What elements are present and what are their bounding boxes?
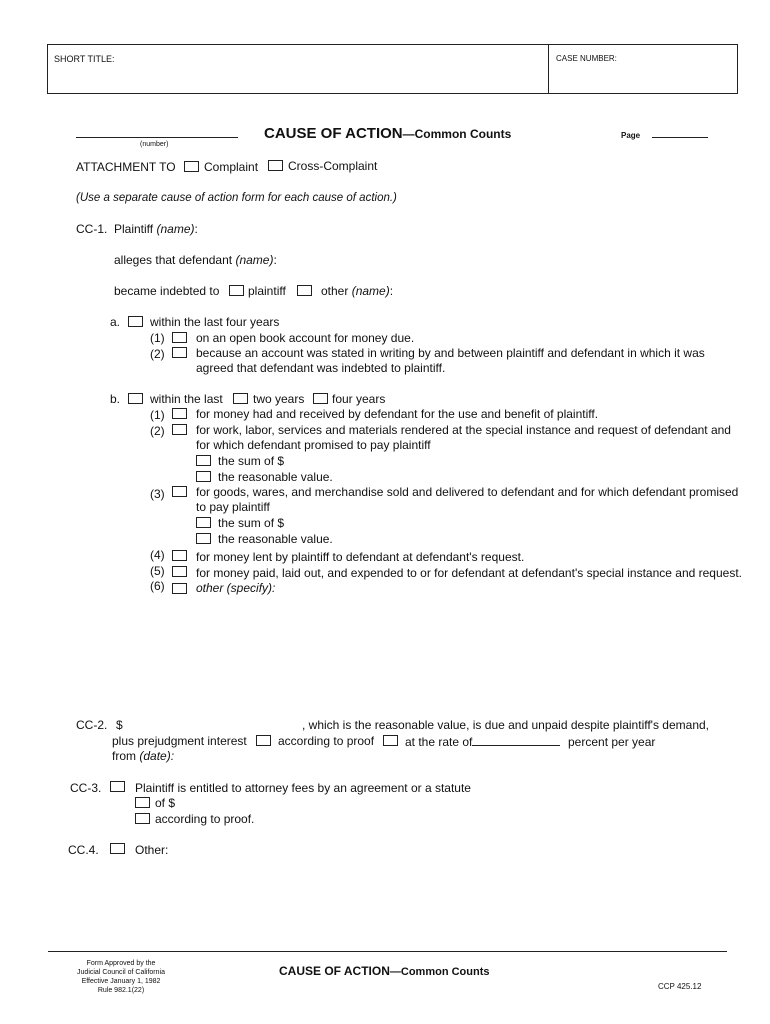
b1-checkbox[interactable] [172,408,187,419]
b3-sum-checkbox[interactable] [196,517,211,528]
footer-title-main: CAUSE OF ACTION [279,964,390,978]
b6-text: other (specify): [196,581,276,595]
footer-approved-3: Effective January 1, 1982 [81,978,161,985]
cc1-colon: : [194,222,198,236]
b3-num: (3) [150,487,165,501]
a-checkbox[interactable] [128,316,143,327]
footer-title [279,964,490,979]
indebted-plaintiff-label: plaintiff [248,284,286,298]
b-label: b. [110,392,121,406]
cc1-colon-3: : [389,284,394,298]
cc2-date-hint: (date): [139,749,175,763]
a2-checkbox[interactable] [172,347,187,358]
b4-text: for money lent by plaintiff to defendant at defendant's request. [196,550,525,564]
a2-num: (2) [150,347,165,361]
page-title [264,125,511,143]
page-label: Page [621,131,641,140]
cc4-label: CC.4. [68,843,99,857]
b5-checkbox[interactable] [172,566,187,577]
indebted-other-checkbox[interactable] [297,285,312,296]
b5-text: for money paid, laid out, and expended to or for defendant at defendant's special instance and request. [196,566,742,580]
complaint-checkbox[interactable] [184,161,199,172]
cc2-rate-checkbox[interactable] [383,735,398,746]
footer-rule [48,951,727,952]
footer-approved-4: Rule 982.1(22) [97,987,145,994]
cc1-plaintiff-line [114,222,198,236]
b2-sum-checkbox[interactable] [196,455,211,466]
indebted-other-line [321,284,393,298]
b3-text-2: to pay plaintiff [196,500,270,514]
a1-text: on an open book account for money due. [196,331,415,345]
cc1-plaintiff-name-hint: (name) [156,222,195,236]
page-title-sub: —Common Counts [402,127,512,141]
cc1-plaintiff: Plaintiff [114,222,154,236]
cc2-according-label: according to proof [278,734,375,748]
b-checkbox[interactable] [128,393,143,404]
b2-num: (2) [150,424,165,438]
attachment-label: ATTACHMENT TO [76,160,176,174]
b3-checkbox[interactable] [172,486,187,497]
b5-num: (5) [150,564,165,578]
case-number-label: CASE NUMBER: [556,54,617,63]
cc2-prejudgment: plus prejudgment interest [112,734,247,748]
cc1-label: CC-1. [76,222,108,236]
b-text: within the last [150,392,223,406]
b-two-years-checkbox[interactable] [233,393,248,404]
b1-text: for money had and received by defendant for the use and benefit of plaintiff. [196,407,599,421]
cc3-according-checkbox[interactable] [135,813,150,824]
footer-approval [70,959,172,995]
indebted-other-name-hint: (name) [351,284,390,298]
cc2-rate-label: at the rate of [405,735,473,749]
b2-checkbox[interactable] [172,424,187,435]
footer-approved-1: Form Approved by the [86,960,156,967]
b6-num: (6) [150,579,165,593]
cc2-dollar: $ [116,718,123,732]
indebted-other-label: other [321,284,349,298]
cross-complaint-checkbox[interactable] [268,160,283,171]
b3-reasonable-checkbox[interactable] [196,533,211,544]
b1-num: (1) [150,408,165,422]
cc2-percent-label: percent per year [568,735,656,749]
cc2-from: from [112,749,136,763]
b2-text-2: for which defendant promised to pay plaintiff [196,438,431,452]
b2-text: for work, labor, services and materials rendered at the special instance and request of defendant and [196,423,731,437]
number-caption: (number) [140,141,169,148]
b-two-years-label: two years [253,392,305,406]
a1-num: (1) [150,331,165,345]
a-label: a. [110,315,121,329]
cc2-rate-field[interactable] [472,745,560,746]
header-divider [548,44,549,94]
b-four-years-label: four years [332,392,386,406]
b2-sum-label: the sum of $ [218,454,285,468]
a-text: within the last four years [150,315,280,329]
cross-complaint-label: Cross-Complaint [288,159,378,173]
cc3-checkbox[interactable] [110,781,125,792]
separate-form-note: (Use a separate cause of action form for each cause of action.) [76,192,397,204]
b2-reasonable-checkbox[interactable] [196,471,211,482]
footer-title-sub: —Common Counts [389,966,490,978]
indebted-plaintiff-checkbox[interactable] [229,285,244,296]
cc1-defendant-name-hint: (name) [235,253,274,267]
cc3-of-label: of $ [155,796,176,810]
b4-num: (4) [150,548,165,562]
b3-text: for goods, wares, and merchandise sold and delivered to defendant and for which defendant promised [196,485,739,499]
cc4-checkbox[interactable] [110,843,125,854]
header-box [47,44,738,94]
footer-approved-2: Judicial Council of California [77,969,165,976]
cc1-colon-2: : [273,253,277,267]
cc3-label: CC-3. [70,781,102,795]
cc3-text: Plaintiff is entitled to attorney fees by an agreement or a statute [135,781,471,795]
number-field[interactable] [76,137,238,138]
complaint-label: Complaint [204,160,259,174]
page-field[interactable] [652,137,708,138]
b3-reasonable-label: the reasonable value. [218,532,333,546]
cc2-label: CC-2. [76,718,108,732]
cc3-according-label: according to proof. [155,812,255,826]
b4-checkbox[interactable] [172,550,187,561]
cc4-text: Other: [135,843,169,857]
a2-text: because an account was stated in writing by and between plaintiff and defendant in which it was [196,346,705,360]
cc2-according-checkbox[interactable] [256,735,271,746]
b-four-years-checkbox[interactable] [313,393,328,404]
cc3-of-checkbox[interactable] [135,797,150,808]
footer-code: CCP 425.12 [658,982,702,991]
b2-reasonable-label: the reasonable value. [218,470,333,484]
b6-checkbox[interactable] [172,583,187,594]
cc1-alleges: alleges that defendant [114,253,233,267]
cc1-became: became indebted to [114,284,220,298]
cc1-alleges-line [114,253,277,267]
short-title-label: SHORT TITLE: [54,54,115,64]
cc2-from-line [112,749,174,763]
b3-sum-label: the sum of $ [218,516,285,530]
cc2-text: , which is the reasonable value, is due and unpaid despite plaintiff's demand, [302,718,710,732]
page-title-main: CAUSE OF ACTION [264,125,403,142]
a2-text-2: agreed that defendant was indebted to plaintiff. [196,361,446,375]
a1-checkbox[interactable] [172,332,187,343]
